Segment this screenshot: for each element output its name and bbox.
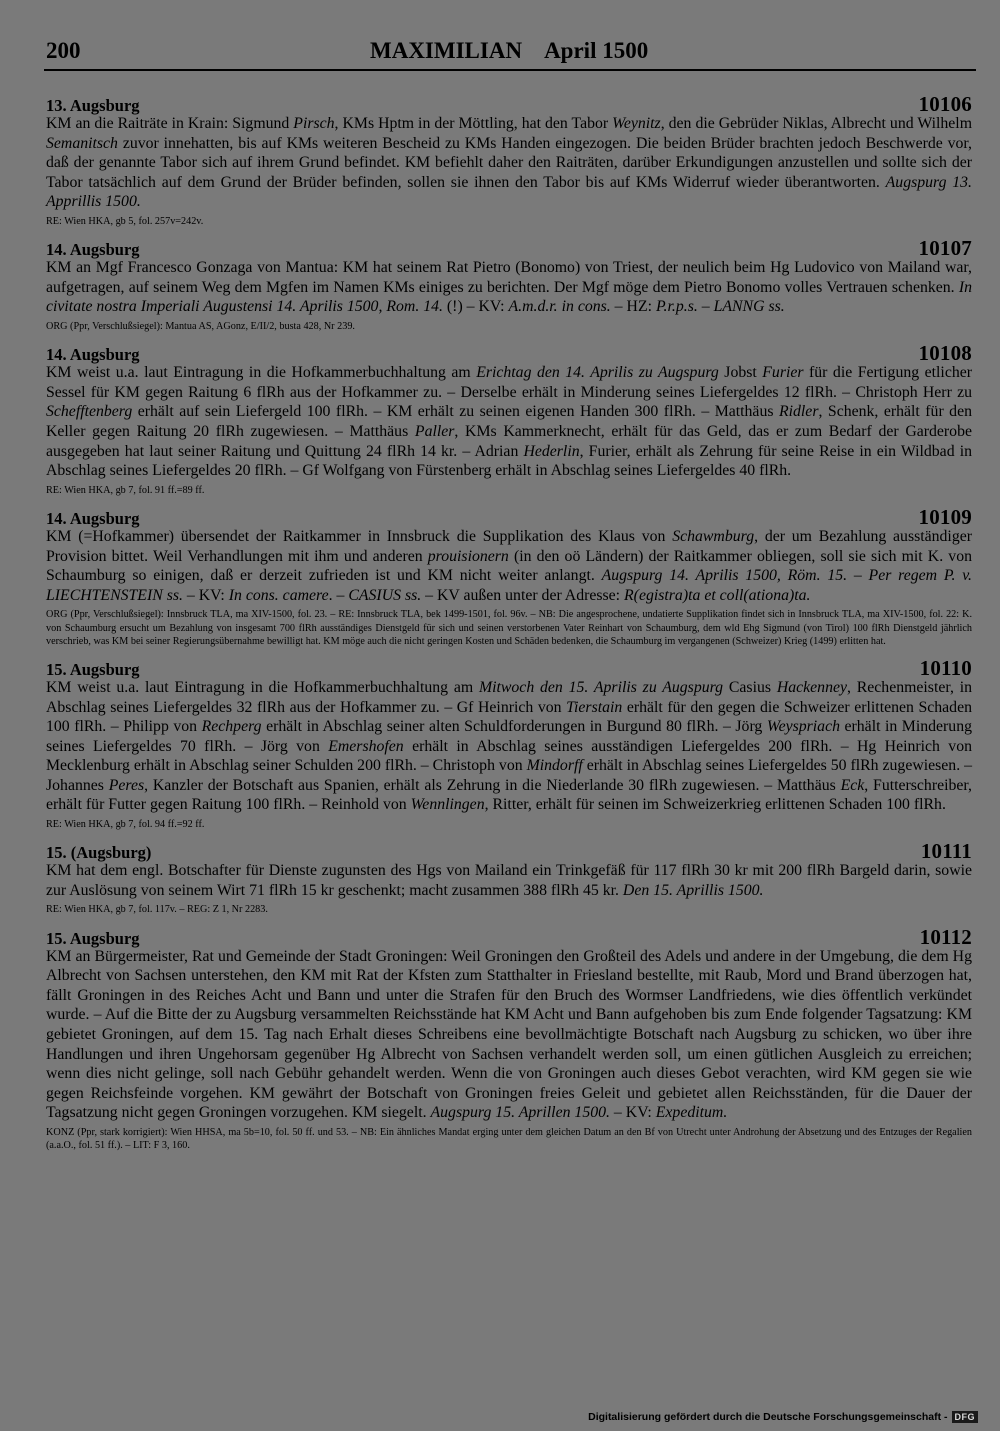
entry-text [46, 527, 972, 605]
regest-entry [46, 92, 972, 228]
italic-segment: Emershofen [328, 737, 404, 755]
regest-entry [46, 925, 972, 1153]
entry-number: 10107 [918, 236, 972, 261]
text-segment: (in den oö Ländern) der Raitkammer obliegen, soll sie sich mit K. von Schaumburg so einigen, daß er derzeit zufrieden ist und KM nicht weiter anlangt. [46, 547, 972, 585]
italic-segment: Paller [414, 422, 455, 440]
entry-header [46, 839, 972, 864]
entry-source: RE: Wien HKA, gb 7, fol. 94 ff.=92 ff. [46, 819, 205, 831]
text-segment: Casius [723, 678, 777, 696]
text-segment: (!) – KV: [442, 298, 509, 316]
entry-text [46, 861, 972, 900]
italic-segment: Semanitsch [46, 134, 118, 152]
italic-segment: Augspurg 14. Aprilis 1500, Röm. 15. – Per regem P. v. LIECHTENSTEIN ss. [46, 567, 972, 604]
italic-segment: Mindorff [526, 757, 583, 775]
entry-date: 14. Augsburg [46, 240, 140, 260]
entry-number: 10110 [919, 655, 972, 680]
entry-header [46, 236, 972, 261]
entry-header [46, 92, 972, 114]
text-segment: erhält in Abschlag seiner alten Schuldforderungen in Burgund 80 flRh. – Jörg [261, 718, 767, 736]
text-segment: , Furier, erhält als Zehrung für seine Reise in ein Wildbad in Abschlag seines Liefergeldes 20 flRh. – Gf Wolfgang von Fürstenberg erhält in Abschlag seines Liefergeldes 40 flRh. [46, 442, 972, 480]
italic-segment: Rechperg [201, 718, 262, 736]
entry-number: 10106 [918, 92, 972, 116]
entry-source: ORG (Ppr, Verschlußsiegel): Innsbruck TLA, ma XIV-1500, fol. 23. – RE: Innsbruck TLA, bek 1499-1501, fol. 96v. – NB: Die angesprochene, undatierte Supplikation findet sich in Innsbruck TLA, ma XIV-1500, fol. 22: K. von Schaumburg ersucht um Bezahlung von insgesamt 700 flRh ausständiges Dienstgeld für sich und seinen verstorbenen Vater Reinhart von Schaumburg, dem wld Ehg Sigmund (von Tirol) 100 flRh Dienstgeld jährlich verschrieb, was KM bei seiner Regierungsübernahme bewilligt hat. KM möge auch die nicht geringen Kosten und Schäden bedenken, die Schaumburg im vergangenen (Schweizer) Krieg (1499) erlitten hat. [46, 609, 972, 647]
entry-source: RE: Wien HKA, gb 7, fol. 117v. – REG: Z 1, Nr 2283. [46, 904, 268, 916]
entry-number: 10109 [918, 504, 972, 529]
text-segment: erhält für den gegen die Schweizer erlittenen Schaden 100 flRh. – Philipp von [46, 698, 972, 736]
text-segment: KM weist u.a. laut Eintragung in die Hofkammerbuchhaltung am [46, 678, 479, 696]
italic-segment: In cons. camere [228, 586, 329, 604]
entry-source: RE: Wien HKA, gb 7, fol. 91 ff.=89 ff. [46, 484, 205, 496]
italic-segment: Peres [108, 776, 145, 794]
text-segment: – KV: [182, 586, 229, 604]
italic-segment: Eck [840, 776, 865, 794]
italic-segment: Den 15. Aprillis 1500. [622, 881, 764, 899]
italic-segment: In civitate nostra Imperiali Augustensi 14. Aprilis 1500, Rom. 14. [46, 278, 972, 316]
text-segment: KM (=Hofkammer) übersendet der Raitkammer in Innsbruck die Supplikation des Klaus von [46, 527, 673, 545]
text-segment: erhält in Abschlag seines ausständigen Liefergeldes 200 flRh. – Hg Heinrich von Mecklenburg erhält in Abschlag seiner Schulden 200 flRh. – Christoph von [46, 737, 972, 775]
entry-text [46, 678, 972, 815]
text-segment: . – [328, 586, 349, 604]
entry-date: 15. Augsburg [46, 928, 140, 948]
italic-segment: P.r.p.s. – LANNG ss. [655, 298, 785, 316]
text-segment: KM an die Raiträte in Krain: Sigmund [46, 115, 294, 132]
page-number: 200 [46, 38, 81, 63]
regest-entry [46, 505, 972, 648]
text-segment: KM weist u.a. laut Eintragung in die Hofkammerbuchhaltung am [46, 364, 477, 382]
italic-segment: Pirsch [293, 115, 335, 132]
text-segment: zuvor innehatten, bis auf KMs weiteren Bescheid zu KMs Handen eingezogen. Die beiden Brüder brachten jedoch Beschwerde vor, daß der genannte Tabor sich auf ihrem Grund befindet. KM befiehlt daher den Raiträten, darüber Erkundigungen anzustellen und sollte sich der Tabor tatsächlich auf dem Grund der Brüder befinden, sollen sie ihnen den Tabor bis auf KMs Widerruf wieder überantworten. [46, 134, 972, 191]
entry-date: 15. (Augsburg) [46, 843, 152, 863]
running-head [370, 38, 648, 64]
italic-segment: Erichtag den 14. Aprilis zu Augspurg [476, 364, 719, 382]
entry-date: 15. Augsburg [46, 659, 140, 679]
text-segment: KM an Bürgermeister, Rat und Gemeinde der Stadt Groningen: Weil Groningen den Großteil des Adels und andere in der Umgebung, die dem Hg Albrecht von Sachsen unterstehen, den KM mit Rat der Kfsten zum Statthalter in Friesland bestellte, mit Raub, Mord und Brand überzogen hat, fällt Groningen in des Reiches Acht und Bann und unter die Strafen für den Bruch des Wormser Landfriedens, wie dies öffentlich verkündet wurde. – Auf die Bitte der zu Augsburg versammelten Reichsstände hat KM Acht und Bann aufgehoben bis zum Ende folgender Tagsatzung: KM gebietet Groningen, auf dem 15. Tag nach Erhalt dieses Schreibens eine bevollmächtigte Botschaft nach Augsburg zu schicken, wo über ihre Handlungen und ihren Ungehorsam gegenüber Hg Albrecht von Sachsen verhandelt werden soll, um einen gütlichen Ausgleich zu erreichen; wenn dies nicht gelinge, soll nach Gebühr gehandelt werden. Wenn die von Groningen auch dieses Gebot verachten, wird KM gegen sie wie gegen Reichsfeinde vorgehen. KM gewährt der Botschaft von Groningen freies Geleit und gebietet allen Reichsständen, für die Dauer der Tagsatzung nicht gegen Groningen vorzugehen. KM siegelt. [46, 947, 972, 1122]
text-segment: , KMs Kammerknecht, erhält für das Geld, das er zum Bedarf der Garderobe ausgegeben hat laut seiner Raitung und Quittung 24 flRh 14 kr. – Adrian [46, 422, 972, 460]
entries-list [46, 92, 972, 1160]
text-segment: für die Fertigung etlicher Sessel für KM gegen Raitung 6 flRh aus der Hofkammer zu. – Derselbe erhält in Minderung seines Liefergeldes 12 flRh. – Christoph Herr zu [46, 364, 972, 401]
regest-entry [46, 341, 972, 497]
italic-segment: Wennlingen [410, 796, 485, 814]
entry-date: 13. Augsburg [46, 96, 140, 115]
italic-segment: Hederlin [523, 442, 580, 460]
italic-segment: Augspurg 15. Aprillen 1500. [430, 1104, 610, 1122]
italic-segment: A.m.d.r. in cons. [508, 298, 611, 316]
italic-segment: Schawmburg [672, 527, 755, 545]
italic-segment: Tierstain [566, 698, 623, 716]
footer-text: Digitalisierung gefördert durch die Deutsche Forschungsgemeinschaft - [588, 1411, 948, 1423]
entry-number: 10112 [919, 924, 972, 949]
text-segment: erhält auf sein Liefergeld 100 flRh. – KM erhält zu seinen eigenen Handen 300 flRh. – Matthäus [132, 403, 779, 421]
text-segment: , Futterschreiber, erhält für Futter gegen Raitung 100 flRh. – Reinhold von [46, 776, 972, 814]
running-head-title: MAXIMILIAN [370, 38, 523, 63]
entry-header [46, 656, 972, 678]
text-segment: erhält in Abschlag seines Liefergeldes 50 flRh zugewiesen. – Johannes [46, 757, 973, 794]
italic-segment: Weyspriach [766, 718, 840, 736]
text-segment: – KV außen unter der Adresse: [421, 586, 625, 604]
text-segment: , KMs Hptm in der Möttling, hat den Tabor [334, 115, 613, 132]
entry-source: KONZ (Ppr, stark korrigiert): Wien HHSA, ma 5b=10, fol. 50 ff. und 53. – NB: Ein ähnliches Mandat erging unter dem gleichen Datum an den Bf von Utrecht unter Androhung der Absetzung und des Entzuges der Regalien (a.a.O., fol. 51 ff.). – LIT: F 3, 160. [46, 1127, 972, 1152]
entry-text [46, 258, 972, 317]
text-segment: – KV: [609, 1104, 656, 1122]
italic-segment: Augspurg 13. Apprillis 1500. [46, 173, 973, 211]
text-segment: , Kanzler der Botschaft aus Spanien, erhält als Zehrung in die Niederlande 30 flRh zugewiesen. – Matthäus [144, 776, 841, 794]
entry-date: 14. Augsburg [46, 345, 140, 365]
entry-source: RE: Wien HKA, gb 5, fol. 257v=242v. [46, 215, 204, 227]
text-segment: Jobst [718, 364, 763, 382]
regest-entry [46, 236, 972, 333]
regest-entry [46, 839, 972, 916]
italic-segment: Hackenney [776, 678, 847, 696]
entry-number: 10108 [918, 341, 972, 366]
text-segment: erhält in Minderung seines Liefergeldes 70 flRh. – Jörg von [46, 718, 973, 755]
italic-segment: Schefftenberg [46, 403, 133, 421]
text-segment: , der um Bezahlung ausständiger Provision bittet. Weil Verhandlungen mit ihm und anderen [46, 527, 972, 565]
text-segment: , den die Gebrüder Niklas, Albrecht und Wilhelm [660, 115, 972, 132]
entry-header [46, 341, 972, 366]
entry-text [46, 947, 972, 1123]
italic-segment: CASIUS ss. [348, 586, 422, 604]
entry-text [46, 114, 972, 212]
italic-segment: Weynitz [612, 115, 661, 132]
running-head-month: April 1500 [544, 38, 649, 63]
entry-date: 14. Augsburg [46, 508, 140, 528]
entry-source: ORG (Ppr, Verschlußsiegel): Mantua AS, AGonz, E/II/2, busta 428, Nr 239. [46, 320, 355, 332]
header-rule [44, 69, 976, 71]
text-segment: , Rechenmeister, in Abschlag seines Liefergeldes 32 flRh aus der Hofkammer zu. – Gf Heinrich von [46, 678, 973, 716]
entry-header [46, 505, 972, 527]
text-segment: , Schenk, erhält für den Keller gegen Raitung 20 flRh zugewiesen. – Matthäus [46, 403, 972, 440]
dfg-logo: DFG [952, 1411, 979, 1423]
italic-segment: Furier [762, 364, 804, 382]
italic-segment: R(egistra)ta et coll(ationa)ta. [624, 586, 811, 604]
text-segment: – HZ: [610, 298, 656, 316]
entry-text [46, 363, 972, 481]
regest-entry [46, 656, 972, 831]
entry-number: 10111 [920, 839, 972, 864]
italic-segment: Mitwoch den 15. Aprilis zu Augspurg [478, 678, 724, 696]
text-segment: KM an Mgf Francesco Gonzaga von Mantua: KM hat seinem Rat Pietro (Bonomo) von Triest, der neulich beim Hg Ludovico von Mailand war, aufgetragen, auf seinem Weg dem Mgfen im Namen KMs einiges zu berichten. Der Mgf möge dem Pietro Bonomo volles Vertrauen schenken. [46, 259, 972, 296]
entry-header [46, 925, 972, 947]
italic-segment: Expeditum. [655, 1104, 728, 1122]
italic-segment: prouisionern [427, 547, 509, 565]
footer [588, 1411, 978, 1423]
text-segment: , Ritter, erhält für seinen im Schweizerkrieg erlittenen Schaden 100 flRh. [484, 796, 946, 814]
text-segment: KM hat dem engl. Botschafter für Dienste zugunsten des Hgs von Mailand ein Trinkgefäß für 117 flRh 30 kr mit 200 flRh Bargeld darin, sowie zur Auslösung von seinem Wirt 71 flRh 15 kr geschenkt; macht zusammen 388 flRh 45 kr. [46, 862, 972, 899]
italic-segment: Ridler [778, 403, 819, 421]
